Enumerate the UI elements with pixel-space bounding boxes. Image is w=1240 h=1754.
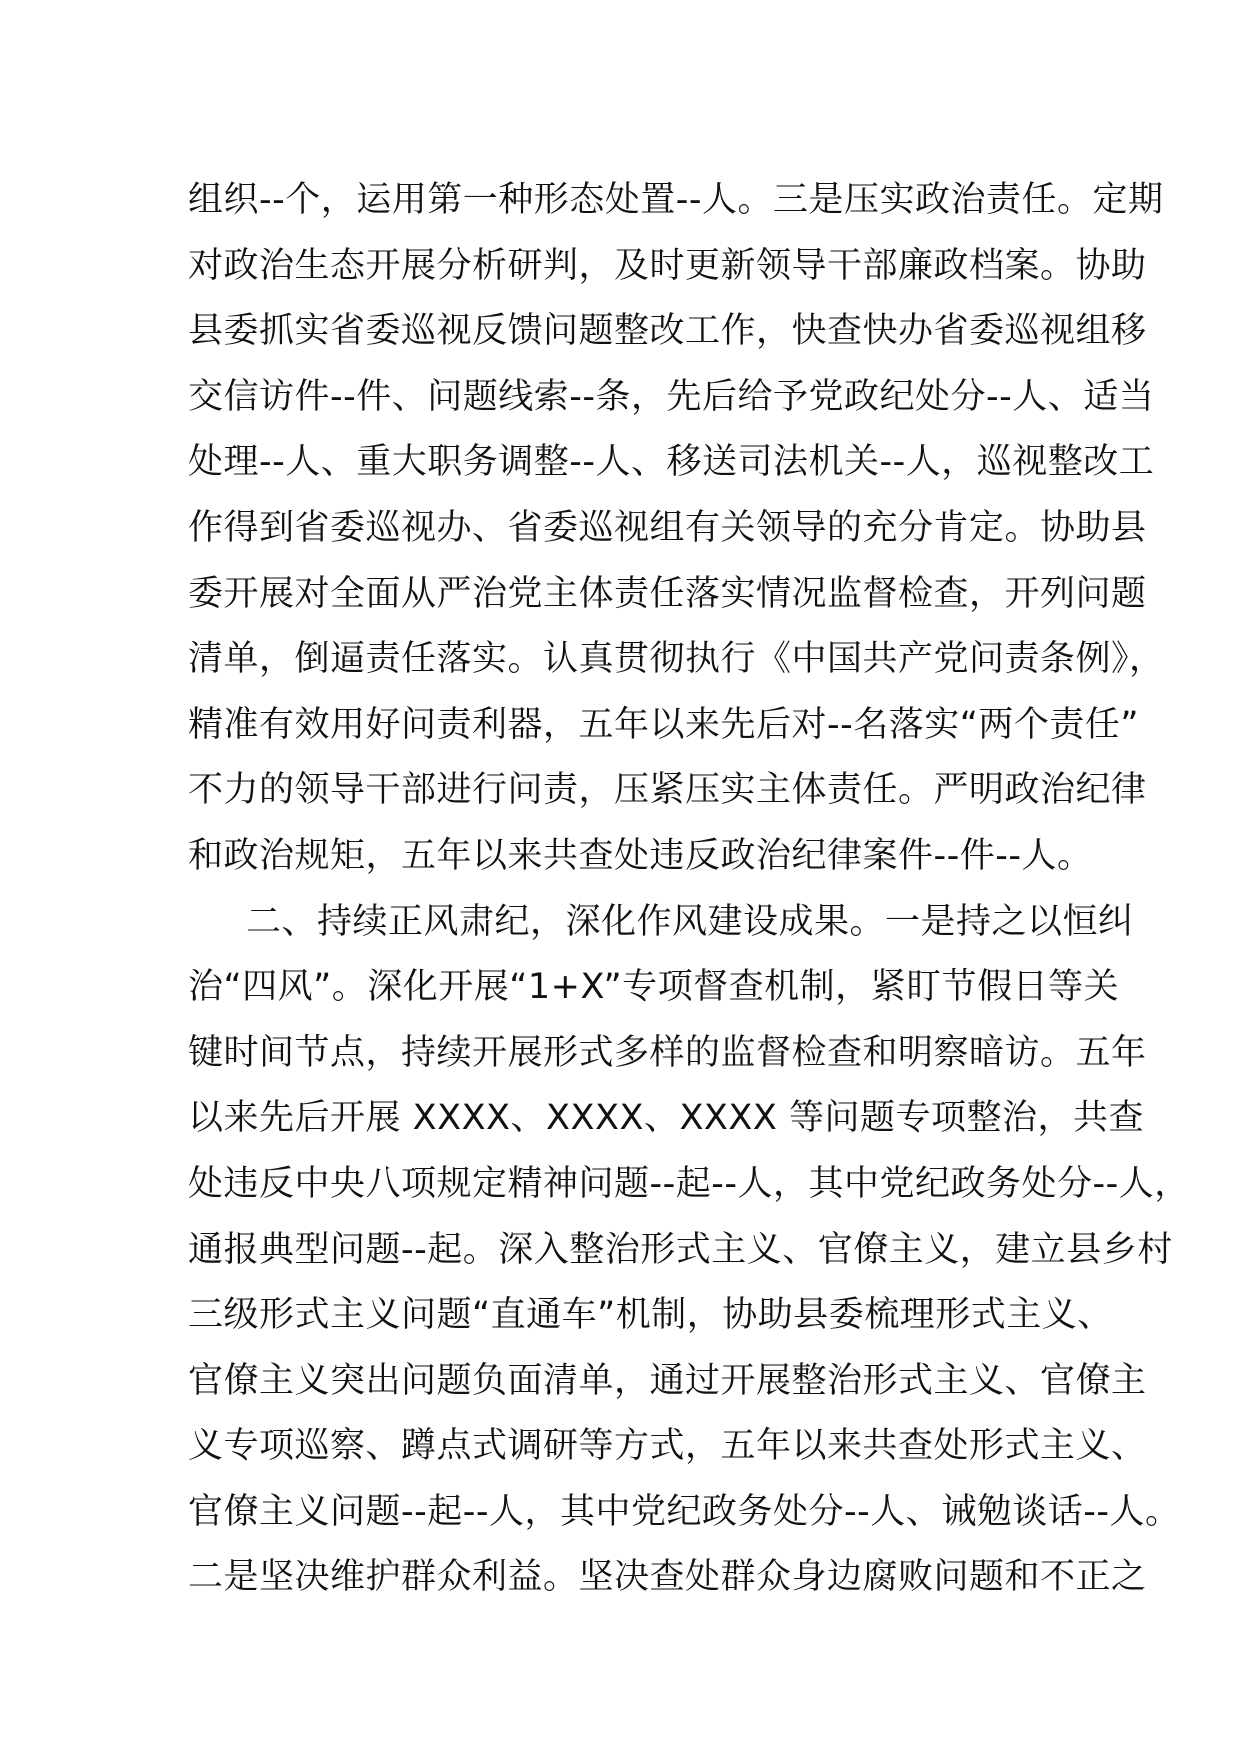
text-line: 二是坚决维护群众利益。坚决查处群众身边腐败问题和不正之 (188, 1557, 1147, 1598)
text-line: 官僚主义突出问题负面清单，通过开展整治形式主义、官僚主 (188, 1360, 1147, 1401)
section-heading-line: 二、持续正风肃纪，深化作风建设成果。一是持之以恒纠 (246, 901, 1134, 942)
text-line: 键时间节点，持续开展形式多样的监督检查和明察暗访。五年 (188, 1032, 1147, 1073)
text-line: 对政治生态开展分析研判，及时更新领导干部廉政档案。协助 (188, 245, 1147, 286)
text-line: 交信访件--件、问题线索--条，先后给予党政纪处分--人、适当 (188, 376, 1155, 417)
text-line: 精准有效用好问责利器，五年以来先后对--名落实“两个责任” (188, 704, 1140, 745)
text-line: 以来先后开展 XXXX、XXXX、XXXX 等问题专项整治，共查 (188, 1098, 1144, 1139)
text-line: 和政治规矩，五年以来共查处违反政治纪律案件--件--人。 (188, 835, 1093, 876)
text-line: 官僚主义问题--起--人，其中党纪政务处分--人、诫勉谈话--人。 (188, 1491, 1181, 1532)
text-line: 委开展对全面从严治党主体责任落实情况监督检查，开列问题 (188, 573, 1147, 614)
text-line: 县委抓实省委巡视反馈问题整改工作，快查快办省委巡视组移 (188, 311, 1147, 352)
body-text (188, 168, 1190, 1611)
text-line: 处违反中央八项规定精神问题--起--人，其中党纪政务处分--人， (188, 1163, 1190, 1204)
text-line: 治“四风”。深化开展“1+X”专项督查机制，紧盯节假日等关 (188, 967, 1120, 1008)
text-line: 通报典型问题--起。深入整治形式主义、官僚主义，建立县乡村 (188, 1229, 1173, 1270)
text-line: 处理--人、重大职务调整--人、移送司法机关--人，巡视整改工 (188, 442, 1155, 483)
text-line: 义专项巡察、蹲点式调研等方式，五年以来共查处形式主义、 (188, 1426, 1147, 1467)
text-line: 清单，倒逼责任落实。认真贯彻执行《中国共产党问责条例》， (188, 639, 1165, 680)
text-line: 三级形式主义问题“直通车”机制，协助县委梳理形式主义、 (188, 1295, 1113, 1336)
text-line: 作得到省委巡视办、省委巡视组有关领导的充分肯定。协助县 (188, 507, 1147, 548)
text-line: 组织--个，运用第一种形态处置--人。三是压实政治责任。定期 (188, 180, 1164, 220)
text-line: 不力的领导干部进行问责，压紧压实主体责任。严明政治纪律 (188, 770, 1147, 811)
